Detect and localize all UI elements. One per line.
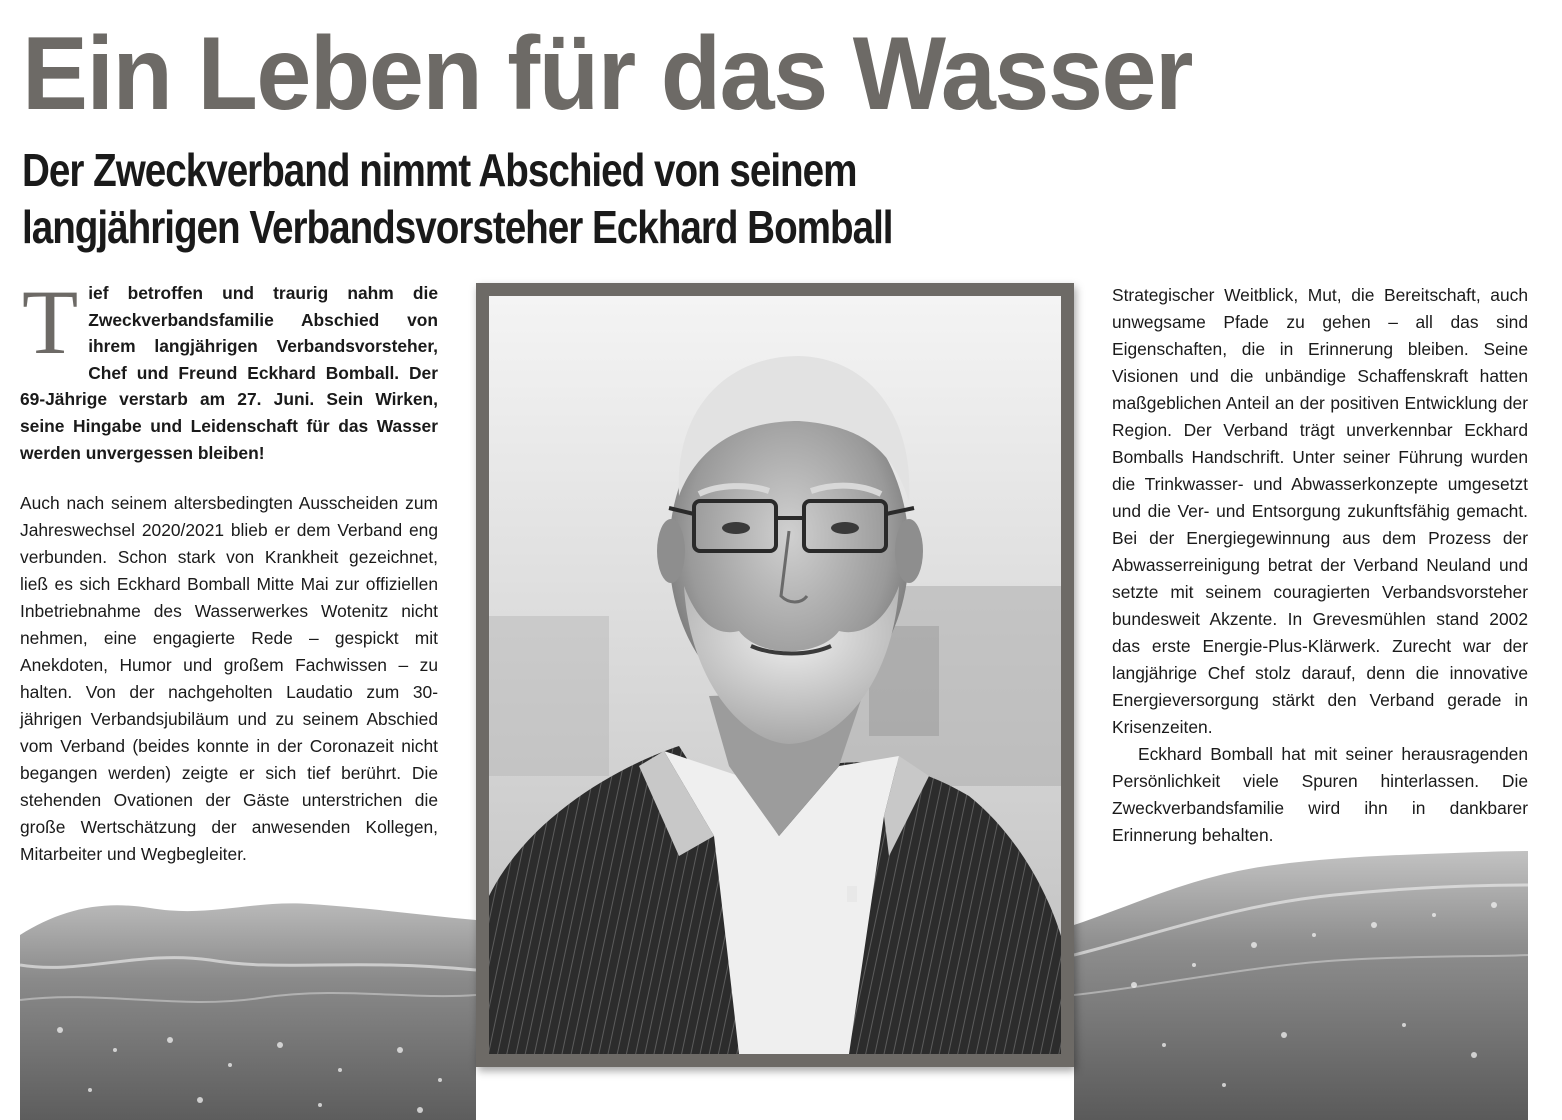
dropcap: T: [22, 271, 79, 373]
portrait-illustration: [489, 296, 1061, 1054]
lead-paragraph: [20, 271, 438, 466]
portrait-photo: [489, 296, 1061, 1054]
lead-text: ief betroffen und traurig nahm die Zweckverbandsfamilie Abschied von ihrem langjährigen Verbandsvorsteher, Chef und Freund Eckhard Bomball. Der 69-Jährige verstarb am 27. Juni. Sein Wirken, seine Hingabe und Leidenschaft für das Wasser werden unvergessen bleiben!: [20, 283, 438, 463]
subheadline-line-2: langjährigen Verbandsvorsteher Eckhard Bomball: [22, 201, 893, 253]
right-column: [1112, 282, 1528, 849]
water-wave-right: [1074, 845, 1528, 1120]
left-column: [20, 271, 438, 868]
body-paragraph-right-2: Eckhard Bomball hat mit seiner herausragenden Persönlichkeit viele Spuren hinterlassen. Die Zweckverbandsfamilie wird ihn in dankbarer Erinnerung behalten.: [1112, 744, 1528, 845]
headline: Ein Leben für das Wasser: [22, 16, 1193, 132]
body-paragraph-left: Auch nach seinem altersbedingten Ausscheiden zum Jahreswechsel 2020/2021 blieb er dem Verband eng verbunden. Schon stark von Krankheit gezeichnet, ließ es sich Eckhard Bomball Mitte Mai zur offiziellen Inbetriebnahme des Wasserwerkes Wotenitz nicht nehmen, eine engagierte Rede – gespickt mit Anekdoten, Humor und großem Fachwissen – zu halten. Von der nachgeholten Laudatio zum 30-jährigen Verbandsjubiläum und zu seinem Abschied vom Verband (beides konnte in der Coronazeit nicht begangen werden) zeigte er sich tief berührt. Die stehenden Ovationen der Gäste unterstrichen die große Wertschätzung der anwesenden Kollegen, Mitarbeiter und Wegbegleiter.: [20, 493, 438, 865]
portrait-frame: [476, 283, 1074, 1067]
subheadline: [22, 142, 946, 256]
body-paragraph-right-1: Strategischer Weitblick, Mut, die Bereitschaft, auch unwegsame Pfade zu gehen – all das sind Eigenschaften, die in Erinnerung bleiben. Seine Visionen und die unbändige Schaffenskraft hatten maßgeblichen Anteil an der positiven Entwicklung der Region. Der Verband trägt unverkennbar Eckhard Bomballs Handschrift. Unter seiner Führung wurden die Trinkwasser- und Abwasserkonzepte umgesetzt und die Ver- und Entsorgung zukunftsfähig gemacht. Bei der Energiegewinnung aus dem Prozess der Abwasserreinigung betrat der Verband Neuland und setzte mit seinem couragierten Verbandsvorsteher bundesweit Akzente. In Grevesmühlen stand 2002 das erste Energie-Plus-Klärwerk. Zurecht war der langjährige Chef stolz darauf, denn die innovative Energieversorgung stärkt den Verband gerade in Krisenzeiten.: [1112, 285, 1528, 737]
water-wave-left: [20, 880, 476, 1120]
subheadline-line-1: Der Zweckverband nimmt Abschied von seinem: [22, 144, 857, 196]
